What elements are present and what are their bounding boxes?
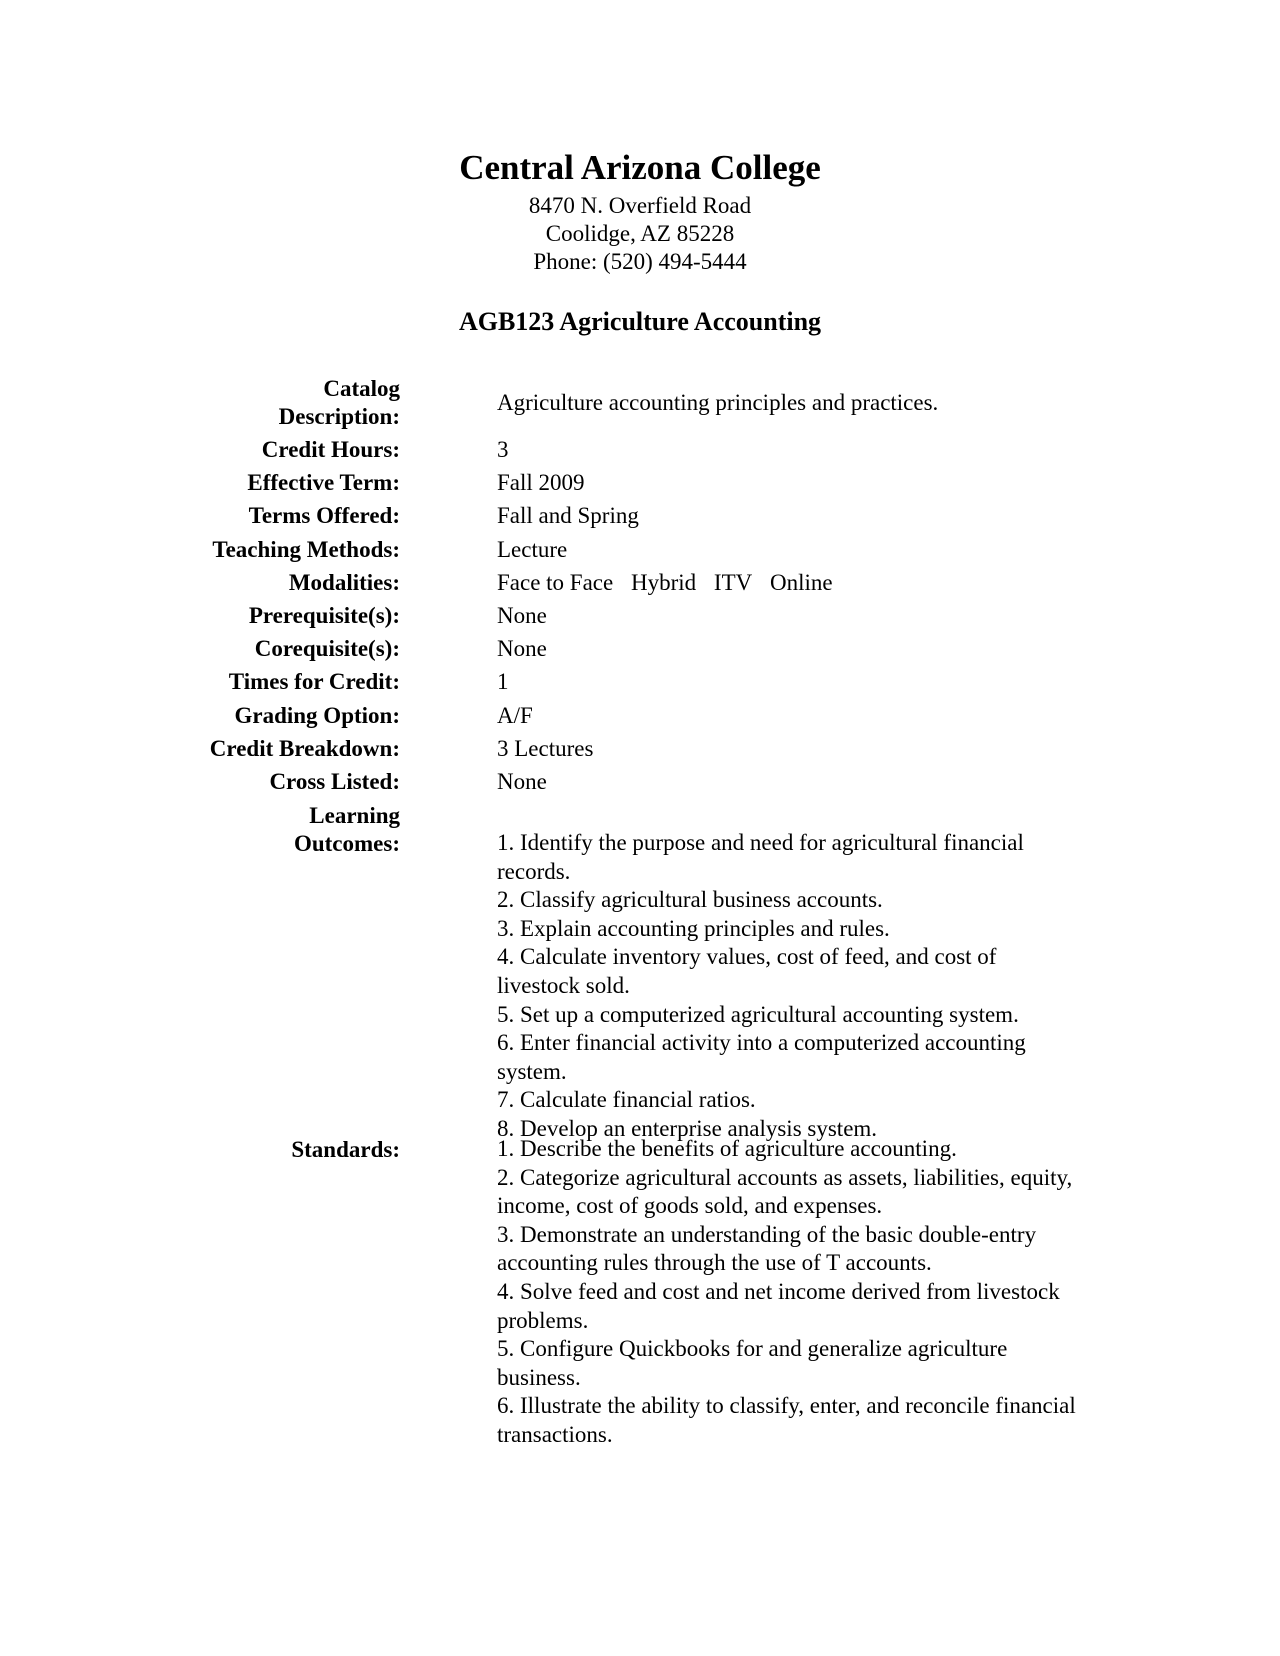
grading-option-value: A/F bbox=[497, 703, 533, 728]
list-item: 3. Explain accounting principles and rules. bbox=[497, 915, 890, 941]
prerequisites-value: None bbox=[497, 603, 547, 628]
list-item: 2. Categorize agricultural accounts as assets, liabilities, equity, income, cost of goods sold, and expenses. bbox=[497, 1164, 1073, 1219]
standards-list bbox=[497, 1135, 1087, 1450]
teaching-methods-label: Teaching Methods: bbox=[212, 537, 400, 562]
cross-listed-label: Cross Listed: bbox=[269, 769, 400, 794]
modality-online: Online bbox=[769, 570, 833, 595]
catalog-description-value: Agriculture accounting principles and practices. bbox=[497, 390, 939, 415]
credit-hours-value: 3 bbox=[497, 437, 509, 462]
times-for-credit-label: Times for Credit: bbox=[228, 669, 400, 694]
course-title: AGB123 Agriculture Accounting bbox=[458, 307, 822, 336]
college-name: Central Arizona College bbox=[459, 148, 821, 187]
list-item: 7. Calculate financial ratios. bbox=[497, 1087, 756, 1113]
times-for-credit-value: 1 bbox=[497, 669, 509, 694]
terms-offered-value: Fall and Spring bbox=[497, 503, 639, 528]
list-item: 6. Enter financial activity into a computerized accounting system. bbox=[497, 1030, 1026, 1084]
corequisites-value: None bbox=[497, 636, 547, 661]
cross-listed-value: None bbox=[497, 769, 547, 794]
learning-outcomes-label-line2: Outcomes: bbox=[293, 831, 400, 856]
credit-breakdown-label: Credit Breakdown: bbox=[209, 736, 400, 761]
modality-face-to-face: Face to Face bbox=[497, 570, 614, 595]
list-item: 1. Identify the purpose and need for agricultural financial records. bbox=[497, 830, 1024, 884]
list-item: 5. Set up a computerized agricultural accounting system. bbox=[497, 1001, 1019, 1027]
credit-breakdown-value: 3 Lectures bbox=[497, 736, 594, 761]
learning-outcomes-list bbox=[497, 829, 1077, 1144]
modality-hybrid: Hybrid bbox=[630, 570, 697, 595]
modalities-label: Modalities: bbox=[288, 570, 400, 595]
catalog-description-label-line2: Description: bbox=[278, 404, 400, 429]
list-item: 1. Describe the benefits of agriculture accounting. bbox=[497, 1136, 957, 1161]
grading-option-label: Grading Option: bbox=[234, 703, 400, 728]
standards-label: Standards: bbox=[291, 1137, 400, 1162]
prerequisites-label: Prerequisite(s): bbox=[248, 603, 400, 628]
effective-term-label: Effective Term: bbox=[247, 470, 400, 495]
credit-hours-label: Credit Hours: bbox=[261, 437, 400, 462]
list-item: 8. Develop an enterprise analysis system. bbox=[497, 1115, 878, 1141]
college-address-line1: 8470 N. Overfield Road bbox=[528, 193, 752, 218]
college-phone: Phone: (520) 494-5444 bbox=[533, 249, 747, 274]
terms-offered-label: Terms Offered: bbox=[248, 503, 400, 528]
teaching-methods-value: Lecture bbox=[497, 537, 568, 562]
list-item: 4. Calculate inventory values, cost of feed, and cost of livestock sold. bbox=[497, 944, 997, 998]
list-item: 5. Configure Quickbooks for and generalize agriculture business. bbox=[497, 1336, 1008, 1390]
learning-outcomes-label-line1: Learning bbox=[309, 803, 400, 828]
list-item: 3. Demonstrate an understanding of the basic double-entry accounting rules through the use of T accounts. bbox=[497, 1221, 1037, 1276]
catalog-description-label-line1: Catalog bbox=[323, 376, 400, 401]
college-address-line2: Coolidge, AZ 85228 bbox=[545, 221, 735, 246]
list-item: 2. Classify agricultural business accounts. bbox=[497, 887, 883, 913]
list-item: 6. Illustrate the ability to classify, enter, and reconcile financial transactions. bbox=[497, 1393, 1076, 1447]
effective-term-value: Fall 2009 bbox=[497, 470, 585, 495]
modalities-value bbox=[497, 568, 1097, 597]
list-item: 4. Solve feed and cost and net income derived from livestock problems. bbox=[497, 1278, 1060, 1333]
modality-itv: ITV bbox=[713, 570, 753, 595]
corequisites-label: Corequisite(s): bbox=[254, 636, 400, 661]
